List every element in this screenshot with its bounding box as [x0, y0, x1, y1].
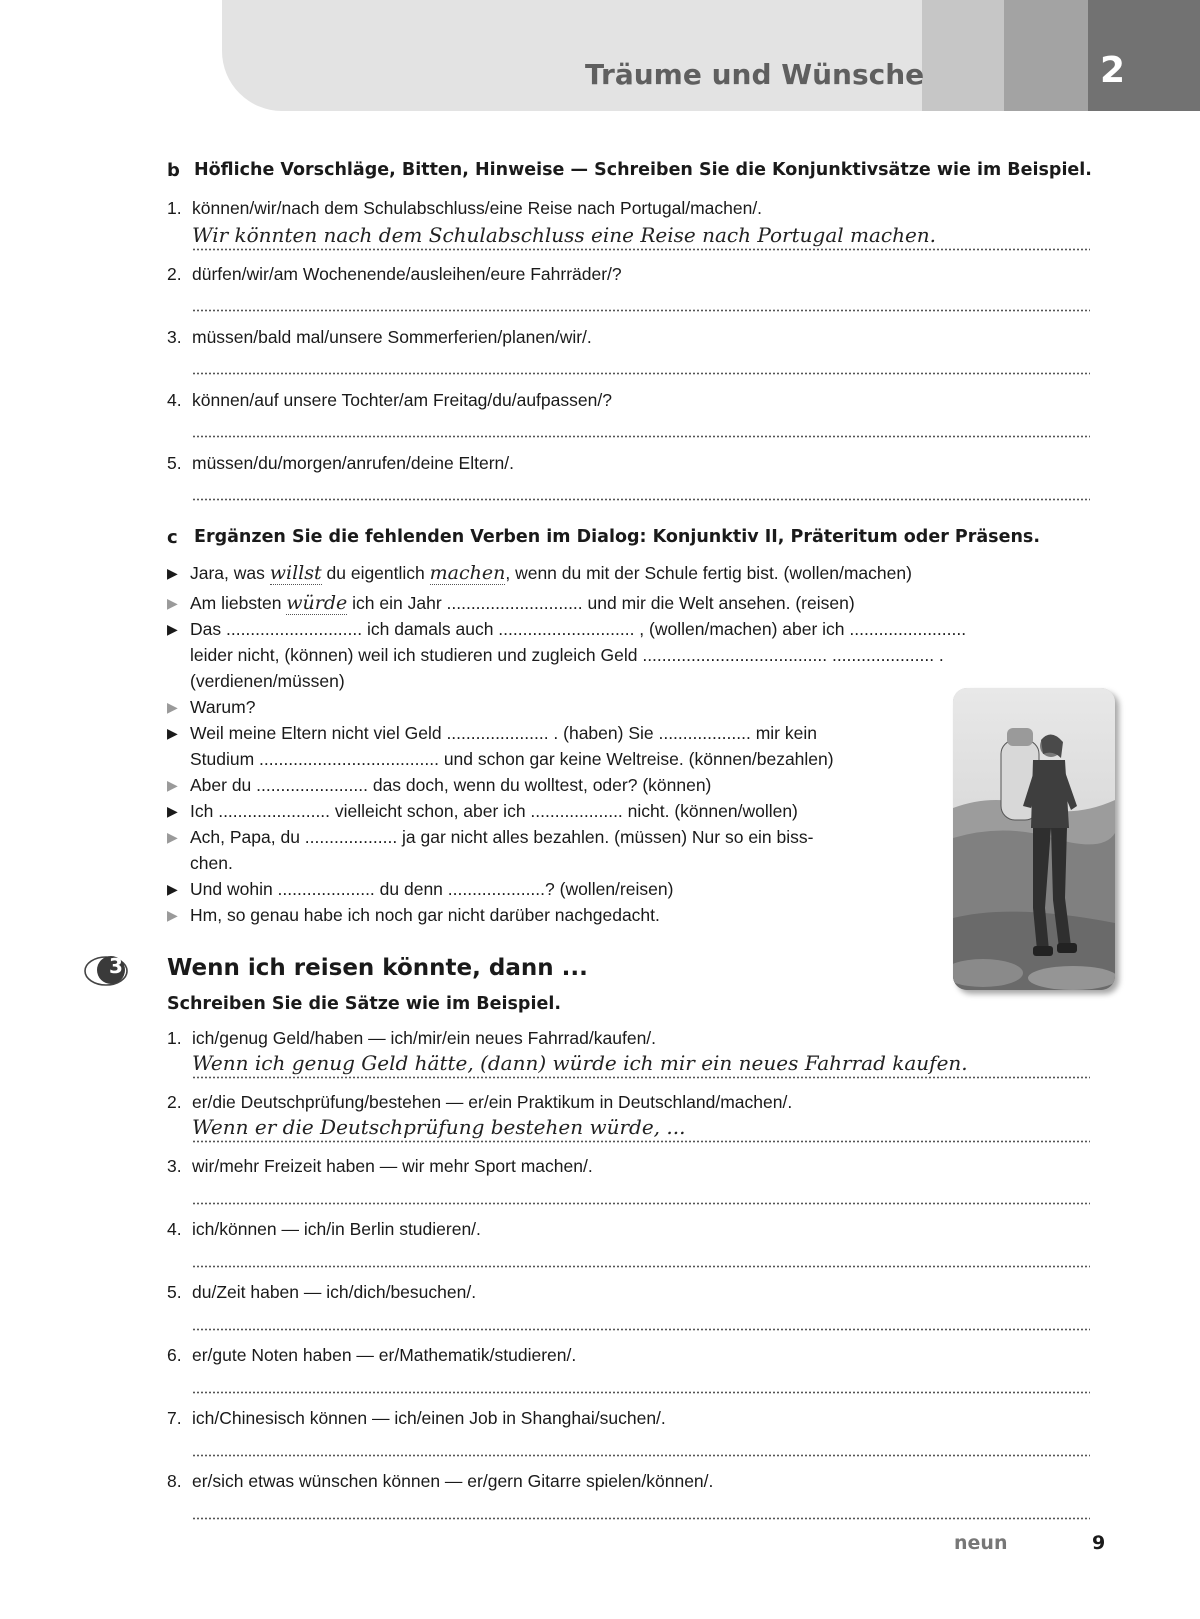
header-stripe-light	[922, 0, 1004, 111]
item-number: 3.	[167, 1156, 182, 1176]
speaker-arrow-dark: ▶	[167, 725, 178, 741]
item-number: 5.	[167, 1282, 182, 1302]
item-prompt: ich/können — ich/in Berlin studieren/.	[192, 1219, 481, 1239]
handwritten-fill: willst	[269, 562, 322, 584]
answer-line[interactable]	[192, 1202, 1090, 1205]
item-prompt: ich/genug Geld/haben — ich/mir/ein neues Fahrrad/kaufen/.	[192, 1028, 657, 1048]
hiker-photo	[953, 688, 1115, 990]
dialog-line: Am liebsten würde ich ein Jahr ............................ und mir die Welt ansehen. (reisen)	[190, 592, 855, 614]
page-number-word: neun	[954, 1532, 1008, 1554]
answer-line[interactable]	[192, 372, 1090, 375]
speaker-arrow-dark: ▶	[167, 565, 178, 581]
speaker-arrow-light: ▶	[167, 777, 178, 793]
answer-line[interactable]	[192, 1140, 1090, 1143]
dialog-line: Das ............................ ich damals auch ............................ , (wollen/machen) aber ich ........................	[190, 619, 967, 639]
page-number: 9	[1092, 1532, 1106, 1554]
item-number: 4.	[167, 1219, 182, 1239]
speaker-arrow-light: ▶	[167, 595, 178, 611]
answer-line[interactable]	[192, 1517, 1090, 1520]
speaker-arrow-light: ▶	[167, 699, 178, 715]
answer-line[interactable]	[192, 1076, 1090, 1079]
dialog-line: chen.	[190, 853, 233, 873]
dialog-line: Ach, Papa, du ................... ja gar nicht alles bezahlen. (müssen) Nur so ein biss-	[190, 827, 814, 847]
item-prompt: können/auf unsere Tochter/am Freitag/du/aufpassen/?	[192, 390, 612, 410]
dialog-line: leider nicht, (können) weil ich studieren und zugleich Geld ...................................... ..................... .	[190, 645, 944, 665]
exercise-instruction: Schreiben Sie die Sätze wie im Beispiel.	[167, 994, 561, 1014]
dialog-line: Weil meine Eltern nicht viel Geld ..................... . (haben) Sie ................... mir kein	[190, 723, 817, 743]
answer-line[interactable]	[192, 248, 1090, 251]
item-number: 7.	[167, 1408, 182, 1428]
handwritten-answer: Wenn ich genug Geld hätte, (dann) würde ich mir ein neues Fahrrad kaufen.	[192, 1051, 968, 1075]
item-number: 6.	[167, 1345, 182, 1365]
item-prompt: können/wir/nach dem Schulabschluss/eine Reise nach Portugal/machen/.	[192, 198, 763, 218]
item-prompt: müssen/bald mal/unsere Sommerferien/planen/wir/.	[192, 327, 592, 347]
item-number: 8.	[167, 1471, 182, 1491]
header-stripe-mid	[1004, 0, 1088, 111]
dialog-line: Aber du ....................... das doch, wenn du wolltest, oder? (können)	[190, 775, 712, 795]
item-prompt: dürfen/wir/am Wochenende/ausleihen/eure Fahrräder/?	[192, 264, 622, 284]
handwritten-answer: Wir könnten nach dem Schulabschluss eine Reise nach Portugal machen.	[192, 223, 937, 247]
answer-line[interactable]	[192, 498, 1090, 501]
item-number: 1.	[167, 1028, 182, 1048]
dialog-line: Hm, so genau habe ich noch gar nicht darüber nachgedacht.	[190, 905, 660, 925]
item-number: 1.	[167, 198, 182, 218]
chapter-number: 2	[1100, 50, 1126, 91]
item-prompt: er/gute Noten haben — er/Mathematik/studieren/.	[192, 1345, 577, 1365]
item-prompt: müssen/du/morgen/anrufen/deine Eltern/.	[192, 453, 514, 473]
speaker-arrow-light: ▶	[167, 907, 178, 923]
section-c-instruction: Ergänzen Sie die fehlenden Verben im Dialog: Konjunktiv II, Präteritum oder Präsens.	[194, 527, 1040, 547]
handwritten-answer: Wenn er die Deutschprüfung bestehen würde, ...	[192, 1115, 686, 1139]
exercise-number: 3	[109, 954, 123, 978]
item-prompt: ich/Chinesisch können — ich/einen Job in Shanghai/suchen/.	[192, 1408, 666, 1428]
answer-line[interactable]	[192, 1454, 1090, 1457]
header-band	[222, 0, 925, 111]
item-prompt: wir/mehr Freizeit haben — wir mehr Sport machen/.	[192, 1156, 593, 1176]
dialog-line: (verdienen/müssen)	[190, 671, 345, 691]
item-prompt: du/Zeit haben — ich/dich/besuchen/.	[192, 1282, 477, 1302]
answer-line[interactable]	[192, 1265, 1090, 1268]
handwritten-fill: machen	[429, 562, 506, 584]
dialog-line: Jara, was willst du eigentlich machen, wenn du mit der Schule fertig bist. (wollen/machen)	[190, 562, 912, 584]
hiker-illustration	[953, 688, 1115, 990]
answer-line[interactable]	[192, 1328, 1090, 1331]
speaker-arrow-dark: ▶	[167, 803, 178, 819]
section-b-letter: b	[167, 160, 180, 181]
item-number: 5.	[167, 453, 182, 473]
exercise-title: Wenn ich reisen könnte, dann ...	[167, 955, 588, 981]
item-number: 3.	[167, 327, 182, 347]
dialog-line: Ich ....................... vielleicht schon, aber ich ................... nicht. (können/wollen)	[190, 801, 798, 821]
dialog-line: Warum?	[190, 697, 256, 717]
speaker-arrow-light: ▶	[167, 829, 178, 845]
answer-line[interactable]	[192, 1391, 1090, 1394]
speaker-arrow-dark: ▶	[167, 881, 178, 897]
answer-line[interactable]	[192, 309, 1090, 312]
section-c-letter: c	[167, 527, 178, 548]
dialog-line: Studium ..................................... und schon gar keine Weltreise. (können/bezahlen)	[190, 749, 834, 769]
chapter-title: Träume und Wünsche	[585, 58, 925, 91]
item-number: 4.	[167, 390, 182, 410]
handwritten-fill: würde	[286, 592, 348, 614]
answer-line[interactable]	[192, 435, 1090, 438]
item-prompt: er/die Deutschprüfung/bestehen — er/ein Praktikum in Deutschland/machen/.	[192, 1092, 793, 1112]
dialog-line: Und wohin .................... du denn ....................? (wollen/reisen)	[190, 879, 674, 899]
speaker-arrow-dark: ▶	[167, 621, 178, 637]
item-number: 2.	[167, 1092, 182, 1112]
item-number: 2.	[167, 264, 182, 284]
item-prompt: er/sich etwas wünschen können — er/gern Gitarre spielen/können/.	[192, 1471, 714, 1491]
section-b-instruction: Höfliche Vorschläge, Bitten, Hinweise — Schreiben Sie die Konjunktivsätze wie im Beispiel.	[194, 160, 1092, 180]
